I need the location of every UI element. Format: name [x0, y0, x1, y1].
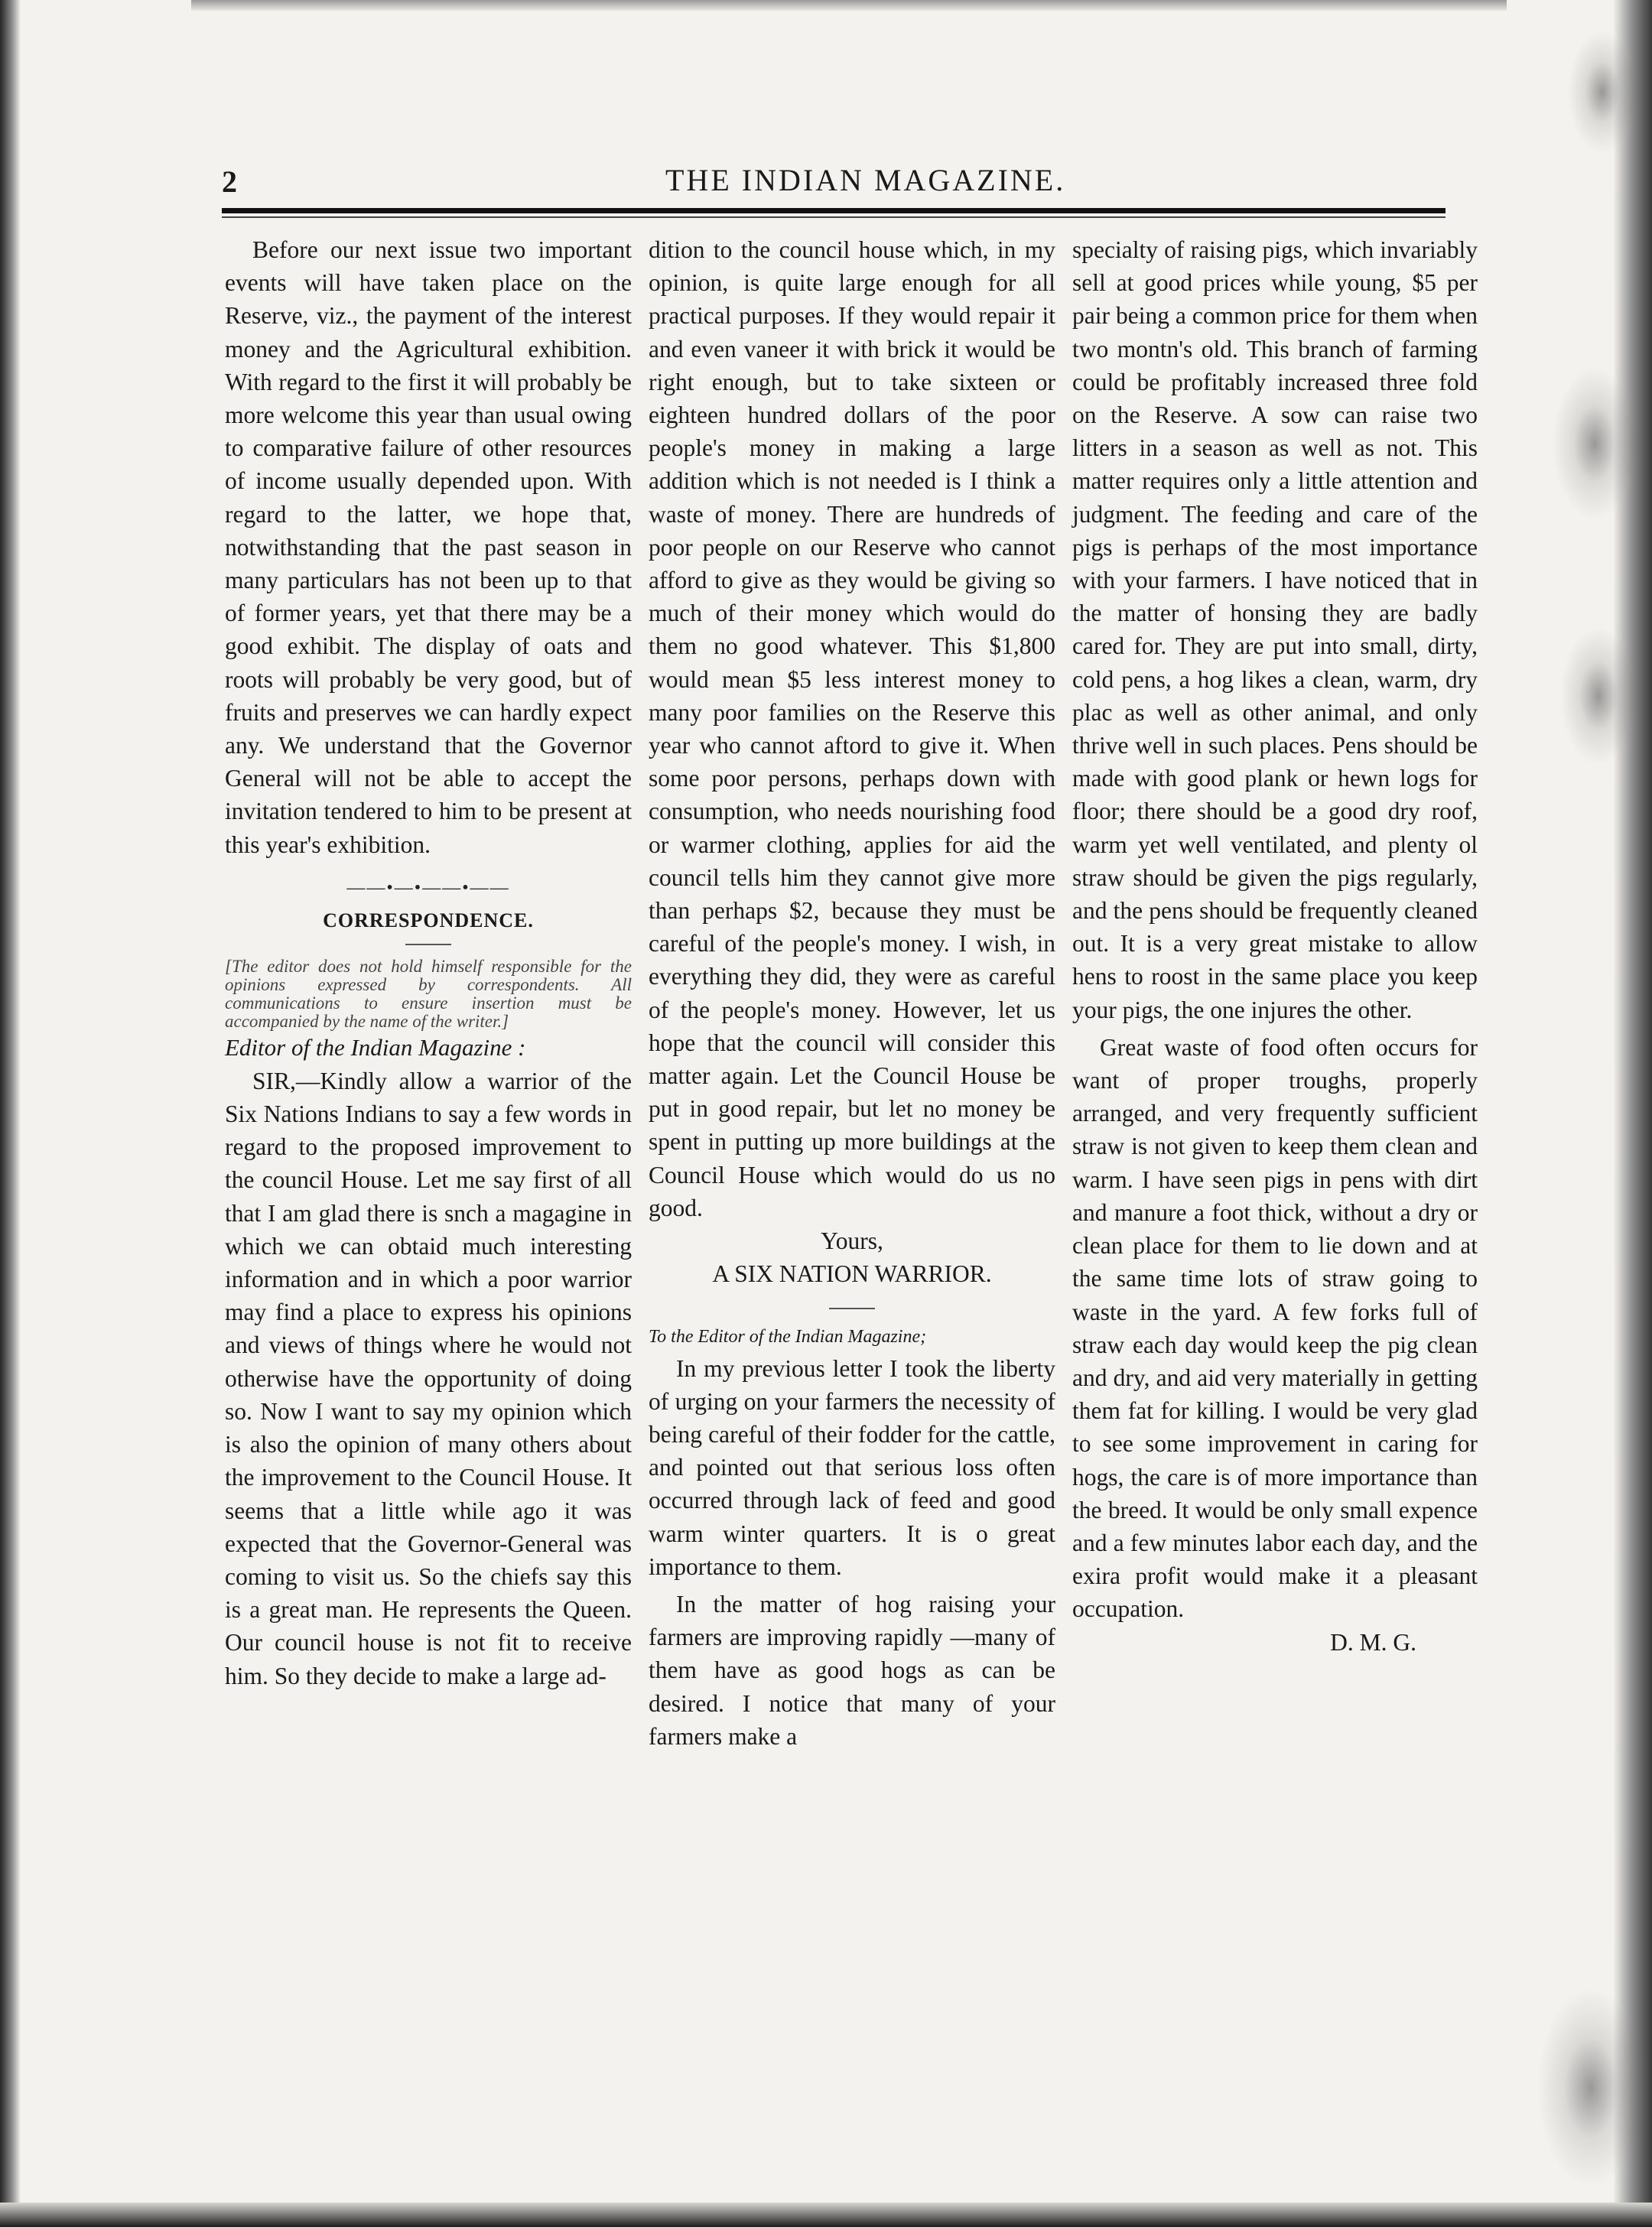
- editor-disclaimer: [The editor does not hold himself responsible for the opinions expressed by correspondents. All communications to ensure insertion must be accompanied by the name of the writer.]: [225, 956, 632, 1031]
- column-2: [649, 233, 1055, 1753]
- letter2-paragraph-continued: specialty of raising pigs, which invariably sell at good prices while young, $5 per pair being a common price for them when two montn's old. This branch of farming could be profitably increased three fold on the Reserve. A sow can raise two litters in a season as well as not. This matter requires only a little attention and judgment. The feeding and care of the pigs is perhaps of the most importance with your farmers. I have noticed that in the matter of honsing they are badly cared for. They are put into small, dirty, cold pens, a hog likes a clean, warm, dry plac as well as other animal, and only thrive well in such places. Pens should be made with good plank or hewn logs for floor; there should be a good dry roof, warm yet well ventilated, and plenty ol straw should be given the pigs regularly, and the pens should be frequently cleaned out. It is a very great mistake to allow hens to roost in the same place you keep your pigs, the one injures the other.: [1072, 236, 1478, 1023]
- letter-closing: Yours,: [821, 1227, 883, 1255]
- letter-signature: A SIX NATION WARRIOR.: [712, 1260, 992, 1288]
- page-number: 2: [222, 164, 237, 199]
- header-rule-thin: [222, 216, 1446, 218]
- short-rule: [829, 1308, 875, 1309]
- short-rule: [405, 944, 451, 945]
- scan-smudge: [1560, 627, 1637, 765]
- letter2-paragraph: Great waste of food often occurs for want of proper troughs, properly arranged, and very frequently sufficient straw is not given to keep them clean and warm. I have seen pigs in pens with dirt and manure a foot thick, without a dry or clean place for them to lie down and at the same time lots of straw going to waste in the yard. A few forks full of straw each day would keep the pig clean and dry, and aid very materially in getting them fat for killing. I would be very glad to see some improvement in caring for hogs, the care is of more importance than the breed. It would be only small expence and a few minutes labor each day, and the exira profit would make it a pleasant occupation.: [1072, 1033, 1478, 1623]
- column-1: [225, 233, 632, 1692]
- scan-edge-bottom: [0, 2203, 1652, 2227]
- letter-body-continued: dition to the council house which, in my opinion, is quite large enough for all practical purposes. If they would repair it and even vaneer it with brick it would be right enough, but to take sixteen or eighteen hundred dollars of the poor people's money in making a large addition which is not needed is I think a waste of money. There are hundreds of poor people on our Reserve who cannot afford to give as they would be giving so much of their money which would do them no good whatever. This $1,800 would mean $5 less interest money to many poor families on the Reserve this year who cannot aftord to give it. When some poor persons, perhaps down with consumption, who needs nourishing food or warmer clothing, applies for aid the council tells him they cannot give more than perhaps $2, because they must be careful of the people's money. I wish, in everything they did, they were as careful of the people's money. However, let us hope that the council will consider this matter again. Let the Council House be put in good repair, but let no money be spent in putting up more buildings at the Council House which would do us no good.: [649, 236, 1055, 1221]
- header-rule: [222, 208, 1446, 213]
- scan-edge-top: [191, 0, 1507, 11]
- running-head: THE INDIAN MAGAZINE.: [665, 163, 1066, 197]
- column-3: [1072, 233, 1478, 1659]
- editorial-paragraph: Before our next issue two important events will have taken place on the Reserve, viz., the payment of the interest money and the Agricultural exhibition. With regard to the first it will probably be more welcome this year than usual owing to comparative failure of other resources of income usually depended upon. With regard to the latter, we hope that, notwithstanding that the past season in many particulars has not been up to that of former years, yet that there may be a good exhibit. The display of oats and roots will probably be very good, but of fruits and preserves we can hardly expect any. We understand that the Governor General will not be able to accept the invitation tendered to him to be present at this year's exhibition.: [225, 236, 632, 858]
- scan-edge-right: [1614, 0, 1652, 2227]
- scan-smudge: [1568, 31, 1637, 153]
- scan-edge-left: [0, 0, 20, 2227]
- letter2-signature: D. M. G.: [1330, 1628, 1416, 1656]
- section-heading: CORRESPONDENCE.: [323, 909, 534, 931]
- ornament-divider: ——•—•——•——: [346, 877, 510, 898]
- scan-smudge: [1537, 1988, 1644, 2187]
- letter2-paragraph: In the matter of hog raising your farmers are improving rapidly —many of them have as good hogs as can be desired. I notice that many of your farmers make a: [649, 1590, 1055, 1750]
- letter-body: SIR,—Kindly allow a warrior of the Six Nations Indians to say a few words in regard to the proposed improvement to the council House. Let me say first of all that I am glad there is snch a magagine in which we can obtaid much interesting information and in which a poor warrior may find a place to express his opinions and views of things where he would not otherwise have the opportunity of doing so. Now I want to say my opinion which is also the opinion of many others about the improvement to the Council House. It seems that a little while ago it was expected that the Governor-General was coming to visit us. So the chiefs say this is a great man. He represents the Queen. Our council house is not fit to receive him. So they decide to make a large ad-: [225, 1067, 632, 1689]
- letter-salutation: Editor of the Indian Magazine :: [225, 1033, 526, 1061]
- scan-smudge: [1553, 367, 1637, 520]
- letter2-salutation: To the Editor of the Indian Magazine;: [649, 1326, 927, 1347]
- letter2-paragraph: In my previous letter I took the liberty of urging on your farmers the necessity of being careful of their fodder for the cattle, and pointed out that serious loss often occurred through lack of feed and good warm winter quarters. It is o great importance to them.: [649, 1354, 1055, 1580]
